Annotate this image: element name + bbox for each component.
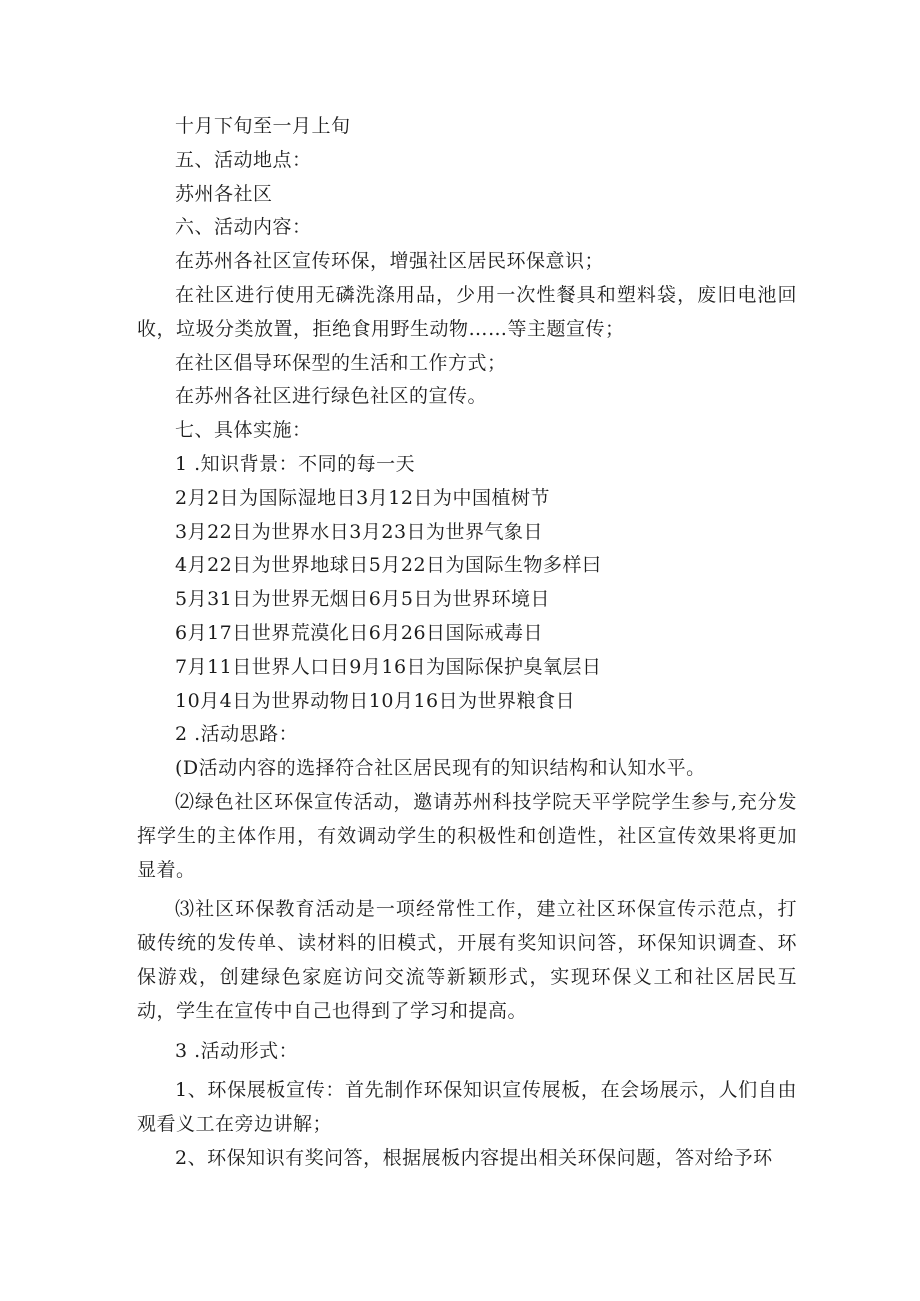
date-line: 4月22日为世界地球日5月22日为国际生物多样曰 <box>175 554 602 577</box>
date-line: 6月17日世界荒漠化日6月26日国际戒毒日 <box>175 621 544 644</box>
location-text: 苏州各社区 <box>175 182 273 205</box>
date-line: 10月4日为世界动物日10月16日为世界粮食日 <box>175 689 576 712</box>
content-item-1: 在苏州各社区宣传环保，增强社区居民环保意识； <box>175 250 605 273</box>
content-item-3: 在社区倡导环保型的生活和工作方式； <box>175 351 507 374</box>
date-line: 3月22日为世界水日3月23日为世界气象日 <box>175 520 544 543</box>
section-1-title: 1 .知识背景：不同的每一天 <box>175 452 416 475</box>
idea-item-2: ⑵绿色社区环保宣传活动，邀请苏州科技学院天平学院学生参与,充分发挥学生的主体作用，有效调动学生的积极性和创造性，社区宣传效果将更加显着。 <box>137 790 797 881</box>
date-line: 2月2日为国际湿地日3月12日为中国植树节 <box>175 486 550 509</box>
implementation-heading: 七、具体实施： <box>175 419 312 442</box>
section-3-title: 3 .活动形式： <box>175 1039 299 1062</box>
form-item-2: 2、环保知识有奖问答，根据展板内容提出相关环保问题，答对给予环 <box>175 1146 773 1169</box>
content-item-2: 在社区进行使用无磷洗涤用品，少用一次性餐具和塑料袋，废旧电池回收，垃圾分类放置，拒绝食用野生动物……等主题宣传； <box>137 283 797 340</box>
date-line: 5月31日为世界无烟日6月5日为世界环境日 <box>175 588 550 611</box>
location-heading: 五、活动地点： <box>175 148 312 171</box>
document-body <box>137 110 797 1176</box>
idea-item-3: ⑶社区环保教育活动是一项经常性工作，建立社区环保宣传示范点，打破传统的发传单、读材料的旧模式，开展有奖知识问答，环保知识调查、环保游戏，创建绿色家庭访问交流等新颖形式，实现环保义工和社区居民互动，学生在宣传中自己也得到了学习和提高。 <box>137 898 797 1022</box>
content-item-4: 在苏州各社区进行绿色社区的宣传。 <box>175 385 488 408</box>
date-line: 7月11日世界人口日9月16日为国际保护臭氧层日 <box>175 655 602 678</box>
activity-time-text: 十月下旬至一月上旬 <box>175 115 351 137</box>
section-2-title: 2 .活动思路： <box>175 723 299 746</box>
idea-item-1: (D活动内容的选择符合社区居民现有的知识结构和认知水平。 <box>175 757 706 780</box>
form-item-1: 1、环保展板宣传：首先制作环保知识宣传展板，在会场展示，人们自由观看义工在旁边讲解； <box>137 1079 797 1136</box>
content-heading: 六、活动内容： <box>175 216 312 239</box>
